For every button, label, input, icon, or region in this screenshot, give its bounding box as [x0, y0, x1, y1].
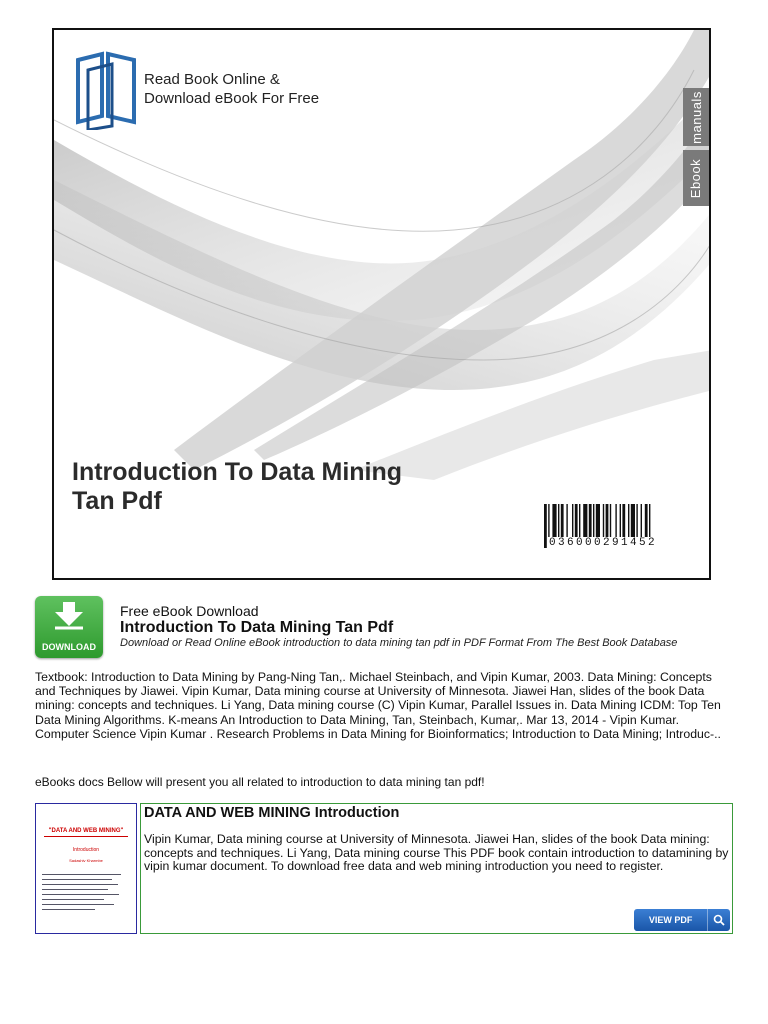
magnifier-icon [707, 909, 730, 931]
thumb-divider [44, 836, 128, 837]
tab-manuals-label: manuals [688, 90, 704, 144]
brand-text [144, 70, 319, 108]
view-pdf-label: VIEW PDF [648, 915, 693, 925]
brand-line-2: Download eBook For Free [144, 90, 320, 107]
result-title[interactable]: DATA AND WEB MINING Introduction [144, 805, 400, 821]
view-pdf-button[interactable] [634, 909, 730, 931]
barcode-number: 036000291452 [549, 537, 658, 549]
cover-title-line-1: Introduction To Data Mining [72, 458, 403, 486]
thumb-author: Sadashiv Kharmbe [69, 858, 103, 863]
thumb-subtitle: Introduction [72, 847, 100, 853]
download-arrow-icon [53, 602, 85, 632]
result-card [140, 803, 733, 934]
description-text: Textbook: Introduction to Data Mining by Pang-Ning Tan,. Michael Steinbach, and Vipin Kumar, 2003. Data Mining: Concepts and Techniques by Jiawei. Vipin Kumar, Data mining course at University of Minnesota. Jiawei Han, slides of the book Data mining: concepts and techniques. Li Yang, Data mining course (C) Vipin Kumar, Parallel Issues in. Data Mining ICDM: Top Ten Data Mining Algorithms. K-means An Introduction to Data Mining, Tan, Steinbach, Kumar,. Mar 13, 2014 - Vipin Kumar. Computer Science Vipin Kumar . Research Problems in Data Mining for Bioinformatics; Introduction to Data Mining; Introduc-.. [35, 670, 721, 741]
thumb-text-lines [42, 874, 130, 914]
page-title: Introduction To Data Mining Tan Pdf [120, 619, 394, 636]
tab-ebook-label: Ebook [688, 158, 704, 198]
related-intro-text: eBooks docs Bellow will present you all related to introduction to data mining tan pdf! [35, 775, 485, 789]
free-ebook-label: Free eBook Download [120, 603, 259, 619]
book-cover [52, 28, 711, 580]
brand-line-1: Read Book Online & [144, 71, 280, 88]
download-button-label: DOWNLOAD [42, 642, 96, 652]
result-thumbnail[interactable] [35, 803, 137, 934]
tab-manuals[interactable] [683, 88, 709, 146]
cover-title-line-2: Tan Pdf [72, 487, 162, 515]
download-button[interactable] [35, 596, 103, 658]
thumb-title: "DATA AND WEB MINING" [48, 828, 124, 834]
cover-title [72, 458, 492, 516]
tab-ebook[interactable] [683, 150, 709, 206]
book-logo-icon [72, 50, 142, 130]
page-subtitle: Download or Read Online eBook introduction to data mining tan pdf in PDF Format From The Best Book Database [120, 637, 678, 649]
result-description: Vipin Kumar, Data mining course at University of Minnesota. Jiawei Han, slides of the book Data mining: concepts and techniques. Li Yang, Data mining course This PDF book contain introduction to datamining by vipin kumar document. To download free data and web mining introduction you need to register. [144, 832, 729, 874]
